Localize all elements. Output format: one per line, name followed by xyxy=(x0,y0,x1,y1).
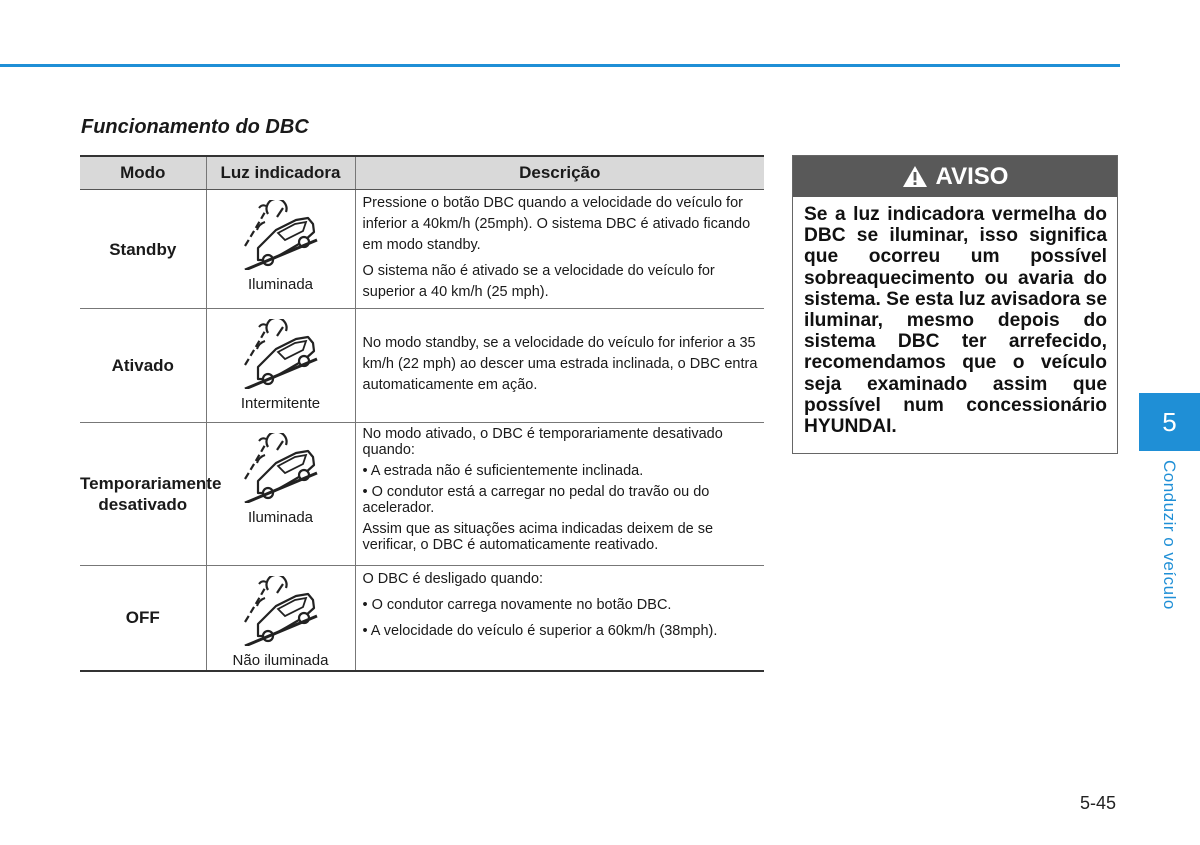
description-text: No modo standby, se a velocidade do veículo for inferior a 35 km/h (22 mph) ao descer uma estrada inclinada, o DBC entra automaticamente em ação. xyxy=(362,335,758,393)
description-text: Assim que as situações acima indicadas deixem de se verificar, o DBC é automaticamente reativado. xyxy=(362,521,714,553)
page-number: 5-45 xyxy=(1080,793,1117,813)
table-header-row xyxy=(80,156,764,190)
warning-header xyxy=(793,156,1117,197)
indicator-cell xyxy=(206,566,355,671)
table-row xyxy=(80,423,764,566)
chapter-tab: 5 xyxy=(1139,393,1200,451)
table-row xyxy=(80,309,764,423)
dbc-indicator-icon xyxy=(241,200,321,270)
warning-title: AVISO xyxy=(935,162,1009,190)
description-text: O DBC é desligado quando: xyxy=(362,571,544,587)
indicator-cell xyxy=(206,309,355,423)
description-cell xyxy=(355,190,764,309)
description-text: • O condutor está a carregar no pedal do travão ou do acelerador. xyxy=(362,484,710,516)
indicator-label: Iluminada xyxy=(247,276,314,293)
indicator-cell xyxy=(206,190,355,309)
description-text: • A estrada não é suficientemente inclinada. xyxy=(362,463,644,479)
description-cell xyxy=(355,309,764,423)
dbc-indicator-icon xyxy=(241,576,321,646)
indicator-cell xyxy=(206,423,355,566)
description-text: • A velocidade do veículo é superior a 60km/h (38mph). xyxy=(362,623,718,639)
header-luz-indicadora: Luz indicadora xyxy=(206,156,355,190)
description-text: O sistema não é ativado se a velocidade do veículo for superior a 40 km/h (25 mph). xyxy=(362,263,715,300)
dbc-indicator-icon xyxy=(241,433,321,503)
warning-box xyxy=(792,155,1118,454)
warning-triangle-icon xyxy=(902,165,928,188)
description-text: No modo ativado, o DBC é temporariamente desativado quando: xyxy=(362,426,723,458)
mode-cell: Ativado xyxy=(80,309,206,423)
description-cell xyxy=(355,566,764,671)
table-row xyxy=(80,566,764,671)
dbc-indicator-icon xyxy=(241,319,321,389)
warning-text: Se a luz indicadora vermelha do DBC se iluminar, isso significa que ocorreu um possível sobreaquecimento ou avaria do sistema. Se esta luz avisadora se iluminar, mesmo depois do sistema DBC ter arrefecido, recomendamos que o veículo seja examinado assim que possível num concessionário HYUNDAI. xyxy=(804,204,1107,438)
description-text: Pressione o botão DBC quando a velocidade do veículo for inferior a 40km/h (25mph). O sistema DBC é ativado ficando em modo standby. xyxy=(362,195,751,253)
header-modo: Modo xyxy=(80,156,206,190)
description-text: • O condutor carrega novamente no botão DBC. xyxy=(362,597,672,613)
mode-cell: Standby xyxy=(80,190,206,309)
indicator-label: Intermitente xyxy=(240,395,321,412)
table-row xyxy=(80,190,764,309)
section-title: Funcionamento do DBC xyxy=(81,116,309,138)
top-rule xyxy=(0,64,1120,67)
description-cell xyxy=(355,423,764,566)
indicator-label: Não iluminada xyxy=(232,652,329,669)
dbc-table xyxy=(80,155,764,672)
mode-cell: OFF xyxy=(80,566,206,671)
indicator-label: Iluminada xyxy=(247,509,314,526)
mode-cell: Temporariamente desativado xyxy=(80,423,206,566)
chapter-label: Conduzir o veículo xyxy=(1160,460,1179,610)
header-descricao: Descrição xyxy=(355,156,764,190)
